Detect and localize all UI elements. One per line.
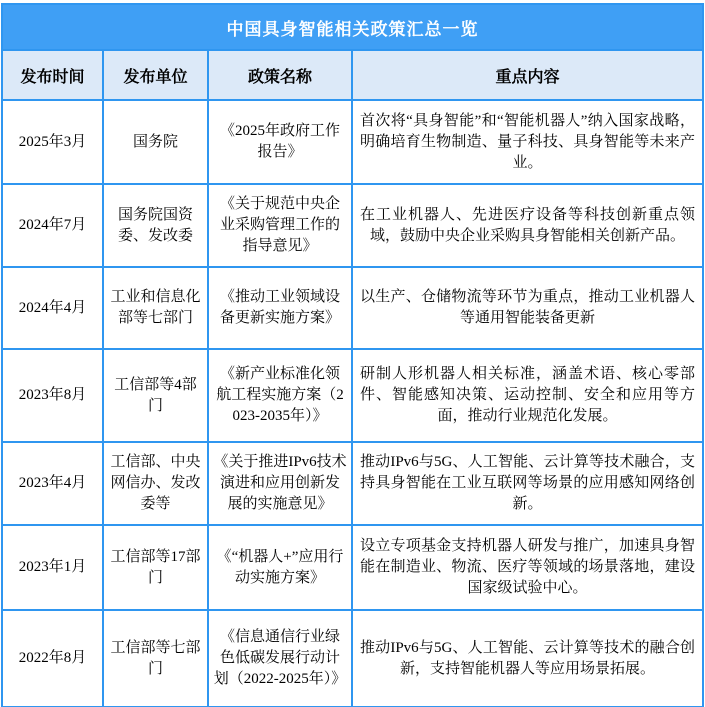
table-title-row: [2, 4, 703, 50]
column-header-policy: 政策名称: [208, 50, 352, 100]
cell-content: 推动IPv6与5G、人工智能、云计算等技术融合，支持具身智能在工业互联网等场景的应用感知网络创新。: [352, 442, 703, 525]
cell-org: 工业和信息化部等七部门: [103, 267, 208, 349]
cell-content: 以生产、仓储物流等环节为重点，推动工业机器人等通用智能装备更新: [352, 267, 703, 349]
table-row: [2, 610, 703, 707]
cell-content: 研制人形机器人相关标准，涵盖术语、核心零部件、智能感知决策、运动控制、安全和应用等方面，推动行业规范化发展。: [352, 349, 703, 442]
cell-content: 在工业机器人、先进医疗设备等科技创新重点领域，鼓励中央企业采购具身智能相关创新产品。: [352, 184, 703, 267]
cell-org: 国务院国资委、发改委: [103, 184, 208, 267]
cell-date: 2023年1月: [2, 525, 103, 610]
cell-content: 设立专项基金支持机器人研发与推广，加速具身智能在制造业、物流、医疗等领域的场景落地，建设国家级试验中心。: [352, 525, 703, 610]
table-row: [2, 349, 703, 442]
column-header-org: 发布单位: [103, 50, 208, 100]
cell-policy: 《关于规范中央企业采购管理工作的指导意见》: [208, 184, 352, 267]
cell-policy: 《关于推进IPv6技术演进和应用创新发展的实施意见》: [208, 442, 352, 525]
cell-content: 推动IPv6与5G、人工智能、云计算等技术的融合创新，支持智能机器人等应用场景拓展。: [352, 610, 703, 707]
cell-org: 工信部等4部门: [103, 349, 208, 442]
cell-date: 2025年3月: [2, 100, 103, 184]
cell-policy: 《信息通信行业绿色低碳发展行动计划（2022-2025年）》: [208, 610, 352, 707]
cell-policy: 《推动工业领域设备更新实施方案》: [208, 267, 352, 349]
page-title: 中国具身智能相关政策汇总一览: [2, 4, 703, 50]
cell-date: 2022年8月: [2, 610, 103, 707]
cell-date: 2023年8月: [2, 349, 103, 442]
cell-date: 2023年4月: [2, 442, 103, 525]
cell-policy: 《新产业标准化领航工程实施方案（2023-2035年）》: [208, 349, 352, 442]
cell-policy: 《“机器人+”应用行动实施方案》: [208, 525, 352, 610]
table-row: [2, 100, 703, 184]
cell-content: 首次将“具身智能”和“智能机器人”纳入国家战略，明确培育生物制造、量子科技、具身智能等未来产业。: [352, 100, 703, 184]
table-row: [2, 442, 703, 525]
cell-policy: 《2025年政府工作报告》: [208, 100, 352, 184]
cell-org: 工信部、中央网信办、发改委等: [103, 442, 208, 525]
policy-table: [1, 3, 704, 707]
column-header-date: 发布时间: [2, 50, 103, 100]
cell-date: 2024年7月: [2, 184, 103, 267]
table-row: [2, 525, 703, 610]
column-header-content: 重点内容: [352, 50, 703, 100]
table-header-row: [2, 50, 703, 100]
table-row: [2, 267, 703, 349]
cell-date: 2024年4月: [2, 267, 103, 349]
cell-org: 工信部等17部门: [103, 525, 208, 610]
cell-org: 国务院: [103, 100, 208, 184]
cell-org: 工信部等七部门: [103, 610, 208, 707]
table-row: [2, 184, 703, 267]
